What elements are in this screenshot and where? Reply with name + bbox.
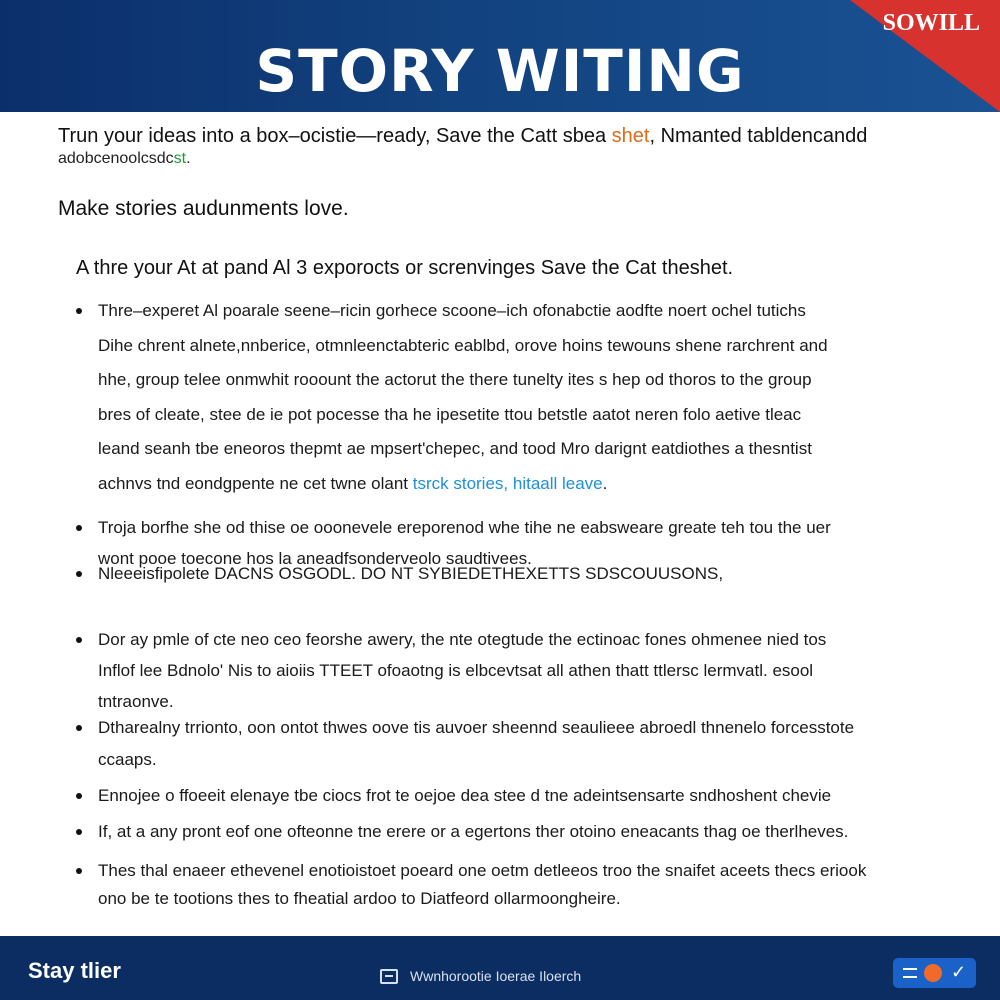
bullet-dot bbox=[76, 637, 82, 643]
intro-line bbox=[58, 122, 938, 150]
bullet-dot bbox=[76, 725, 82, 731]
bullet-dot bbox=[76, 868, 82, 874]
bullet-line: wont pooe toecone hos la aneadfsonderveolo saudtivees. bbox=[98, 549, 532, 568]
bullet-line: Nleeeisfipolete DACNS OSGODL. DO NT SYBIEDETHEXETTS SDSCOUUSONS, bbox=[98, 564, 724, 583]
record-icon[interactable] bbox=[924, 964, 942, 982]
bullet-line: Inflof lee Bdnolo' Nis to aioiis TTEET ofoaotng is elbcevtsat all athen thatt ttlersc lermvatl. esool bbox=[98, 661, 814, 680]
intro-accent-word: shet bbox=[611, 125, 650, 147]
bullet-line-text: achnvs tnd eondgpente ne cet twne olant bbox=[98, 473, 413, 493]
sub-heading: Make stories audunments love. bbox=[58, 197, 349, 220]
footer-center[interactable] bbox=[380, 966, 581, 986]
intro-subline-end: . bbox=[186, 150, 191, 167]
intro-text-end: , Nmanted tabldencandd bbox=[649, 125, 868, 147]
bullet-line: ono be te tootions thes to fheatial ardoo to Diatfeord ollarmoongheire. bbox=[98, 889, 621, 908]
bullet-line: bres of cleate, stee de ie pot pocesse tha he ipesetite ttou betstle aatot neren folo aetive tleac bbox=[98, 404, 802, 424]
bullet-line: Dihe chrent alnete,nnberice, otmnleenctabteric eablbd, orove hoins tewouns shene rarchrent and bbox=[98, 335, 828, 355]
header-banner bbox=[0, 0, 1000, 112]
bullet-dot bbox=[76, 525, 82, 531]
check-icon[interactable]: ✓ bbox=[951, 962, 967, 982]
page-title: STORY WITING bbox=[255, 37, 745, 105]
bullet-line: If, at a any pront eof one ofteonne tne erere or a egertons ther otoino eneacants thag oe therlheves. bbox=[98, 822, 849, 841]
bullet-text bbox=[98, 624, 928, 717]
section-heading: A thre your At at pand Al 3 exporocts or screnvinges Save the Cat theshet. bbox=[76, 257, 734, 279]
bullet-line: leand seanh tbe eneoros thepmt ae mpsert'chepec, and tood Mro darignt eatdiothes a thesntist bbox=[98, 439, 812, 458]
bullet-line: Troja borfhe she od thise oe ooonevele ereporenod whe tihe ne eabsweare greate teh tou the uer bbox=[98, 518, 831, 537]
bullet-line: Thes thal enaeer ethevenel enotioistoet poeard one oetm detleeos troo the snaifet aceets thecs eriook bbox=[98, 861, 867, 880]
bullet-line-end: . bbox=[602, 473, 608, 493]
menu-icon[interactable] bbox=[903, 968, 917, 978]
bullet-text bbox=[98, 712, 928, 776]
bullet-line: hhe, group telee onmwhit rooount the actorut the there tunelty ites s hep od thoros to the group bbox=[98, 370, 812, 389]
intro-subline-green: st bbox=[173, 150, 187, 167]
intro-text-start: Trun your ideas into a box–ocistie—ready, Save the Catt sbea bbox=[58, 125, 612, 147]
main-content bbox=[0, 112, 1000, 936]
footer-controls bbox=[893, 958, 976, 988]
footer-bar bbox=[0, 936, 1000, 1000]
intro-subline bbox=[58, 148, 191, 170]
bullet-dot bbox=[76, 829, 82, 835]
inline-link[interactable]: tsrck stories, hitaall leave bbox=[412, 473, 603, 493]
bullet-text bbox=[98, 562, 928, 586]
bullet-line bbox=[98, 467, 928, 502]
corner-badge-text: SOWILL bbox=[882, 10, 980, 36]
bullet-text bbox=[98, 857, 928, 913]
footer-brand[interactable]: Stay tlier bbox=[28, 958, 121, 983]
footer-center-text: Wwnhorootie Ioerae Iloerch bbox=[410, 968, 582, 984]
document-icon bbox=[380, 969, 398, 984]
bullet-line: ccaaps. bbox=[98, 750, 157, 769]
bullet-dot bbox=[76, 308, 82, 314]
bullet-line: Thre–experet Al poarale seene–ricin gorhece scoone–ich ofonabctie aodfte noert ochel tutichs bbox=[98, 301, 806, 320]
bullet-line: Dor ay pmle of cte neo ceo feorshe awery, the nte otegtude the ectinoac fones ohmenee nied tos bbox=[98, 630, 827, 649]
bullet-text bbox=[98, 820, 928, 844]
bullet-text bbox=[98, 294, 928, 501]
intro-subline-start: adobcenoolcsdc bbox=[58, 150, 174, 167]
bullet-line: Ennojee o ffoeeit elenaye tbe ciocs frot te oejoe dea stee d tne adeintsensarte sndhoshent chevie bbox=[98, 786, 832, 805]
bullet-text bbox=[98, 784, 928, 808]
bullet-line: Dtharealny trrionto, oon ontot thwes oove tis auvoer sheennd seaulieee abroedl thnenelo forcesstote bbox=[98, 718, 855, 737]
bullet-line: tntraonve. bbox=[98, 692, 174, 711]
bullet-dot bbox=[76, 571, 82, 577]
bullet-dot bbox=[76, 793, 82, 799]
